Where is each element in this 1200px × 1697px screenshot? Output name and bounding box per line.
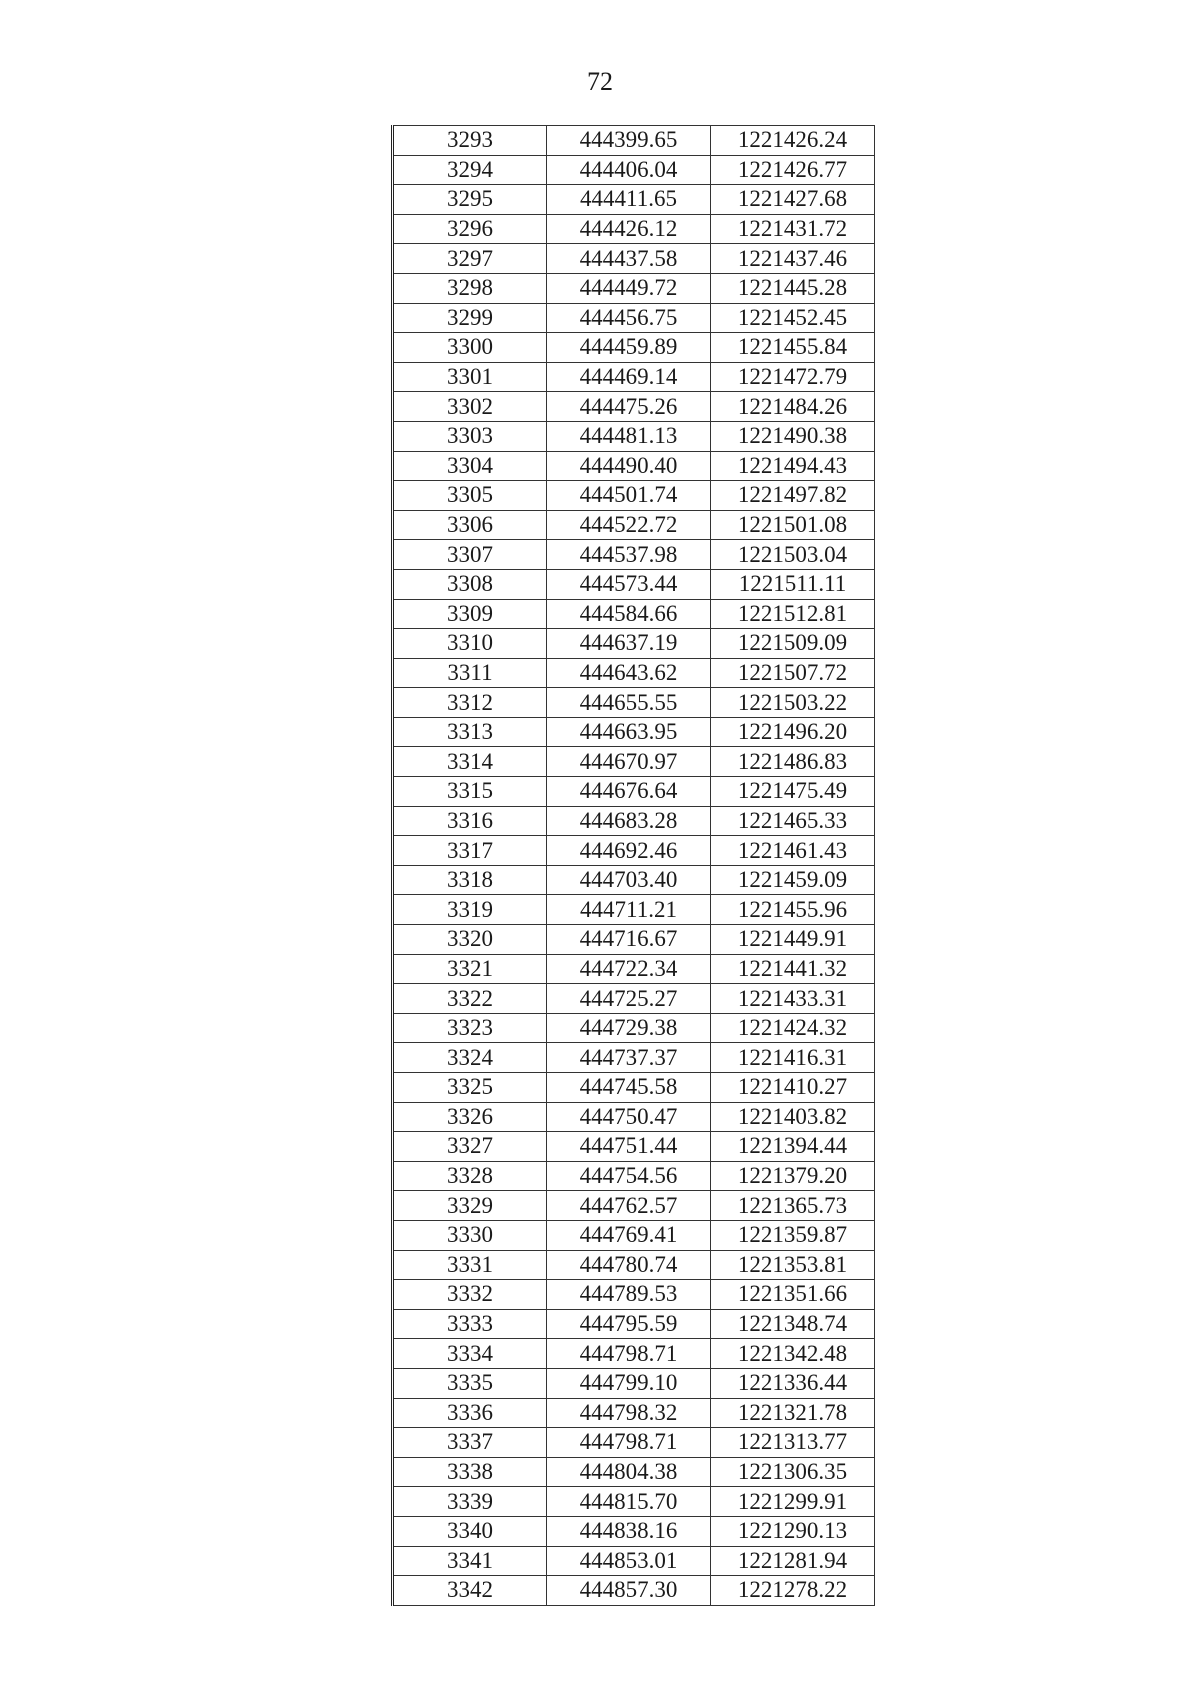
point-number-cell: 3308 (393, 569, 547, 599)
table-row (393, 126, 875, 156)
y-coordinate-cell: 1221475.49 (711, 777, 875, 807)
y-coordinate-cell: 1221342.48 (711, 1339, 875, 1369)
point-number-cell: 3333 (393, 1309, 547, 1339)
point-number-cell: 3295 (393, 185, 547, 215)
point-number-cell: 3327 (393, 1132, 547, 1162)
x-coordinate-cell: 444799.10 (547, 1368, 711, 1398)
table-body (393, 126, 875, 1606)
x-coordinate-cell: 444780.74 (547, 1250, 711, 1280)
table-row (393, 1013, 875, 1043)
point-number-cell: 3318 (393, 865, 547, 895)
x-coordinate-cell: 444537.98 (547, 540, 711, 570)
x-coordinate-cell: 444716.67 (547, 925, 711, 955)
x-coordinate-cell: 444411.65 (547, 185, 711, 215)
y-coordinate-cell: 1221507.72 (711, 658, 875, 688)
point-number-cell: 3293 (393, 126, 547, 156)
x-coordinate-cell: 444751.44 (547, 1132, 711, 1162)
point-number-cell: 3340 (393, 1516, 547, 1546)
table-row (393, 1043, 875, 1073)
point-number-cell: 3326 (393, 1102, 547, 1132)
table-row (393, 954, 875, 984)
x-coordinate-cell: 444798.71 (547, 1339, 711, 1369)
point-number-cell: 3335 (393, 1368, 547, 1398)
point-number-cell: 3309 (393, 599, 547, 629)
x-coordinate-cell: 444637.19 (547, 629, 711, 659)
x-coordinate-cell: 444670.97 (547, 747, 711, 777)
table-row (393, 1546, 875, 1576)
x-coordinate-cell: 444737.37 (547, 1043, 711, 1073)
y-coordinate-cell: 1221437.46 (711, 244, 875, 274)
y-coordinate-cell: 1221496.20 (711, 717, 875, 747)
x-coordinate-cell: 444481.13 (547, 421, 711, 451)
point-number-cell: 3342 (393, 1576, 547, 1606)
x-coordinate-cell: 444437.58 (547, 244, 711, 274)
y-coordinate-cell: 1221501.08 (711, 510, 875, 540)
table-row (393, 777, 875, 807)
x-coordinate-cell: 444754.56 (547, 1161, 711, 1191)
table-row (393, 806, 875, 836)
table-row (393, 510, 875, 540)
y-coordinate-cell: 1221494.43 (711, 451, 875, 481)
table-row (393, 1161, 875, 1191)
table-row (393, 1576, 875, 1606)
point-number-cell: 3337 (393, 1428, 547, 1458)
point-number-cell: 3298 (393, 273, 547, 303)
y-coordinate-cell: 1221503.04 (711, 540, 875, 570)
table-row (393, 1368, 875, 1398)
x-coordinate-cell: 444459.89 (547, 333, 711, 363)
x-coordinate-cell: 444692.46 (547, 836, 711, 866)
x-coordinate-cell: 444703.40 (547, 865, 711, 895)
point-number-cell: 3312 (393, 688, 547, 718)
point-number-cell: 3336 (393, 1398, 547, 1428)
x-coordinate-cell: 444725.27 (547, 984, 711, 1014)
y-coordinate-cell: 1221427.68 (711, 185, 875, 215)
table-row (393, 392, 875, 422)
table-row (393, 1309, 875, 1339)
table-row (393, 629, 875, 659)
y-coordinate-cell: 1221441.32 (711, 954, 875, 984)
x-coordinate-cell: 444663.95 (547, 717, 711, 747)
point-number-cell: 3314 (393, 747, 547, 777)
point-number-cell: 3323 (393, 1013, 547, 1043)
x-coordinate-cell: 444475.26 (547, 392, 711, 422)
table-row (393, 333, 875, 363)
x-coordinate-cell: 444750.47 (547, 1102, 711, 1132)
table-row (393, 984, 875, 1014)
y-coordinate-cell: 1221365.73 (711, 1191, 875, 1221)
point-number-cell: 3315 (393, 777, 547, 807)
x-coordinate-cell: 444745.58 (547, 1073, 711, 1103)
point-number-cell: 3322 (393, 984, 547, 1014)
point-number-cell: 3306 (393, 510, 547, 540)
page-number: 72 (587, 67, 613, 96)
x-coordinate-cell: 444798.32 (547, 1398, 711, 1428)
x-coordinate-cell: 444449.72 (547, 273, 711, 303)
y-coordinate-cell: 1221359.87 (711, 1220, 875, 1250)
table-row (393, 1428, 875, 1458)
y-coordinate-cell: 1221313.77 (711, 1428, 875, 1458)
y-coordinate-cell: 1221306.35 (711, 1457, 875, 1487)
table-row (393, 214, 875, 244)
x-coordinate-cell: 444804.38 (547, 1457, 711, 1487)
point-number-cell: 3341 (393, 1546, 547, 1576)
point-number-cell: 3330 (393, 1220, 547, 1250)
table-row (393, 1487, 875, 1517)
x-coordinate-cell: 444399.65 (547, 126, 711, 156)
y-coordinate-cell: 1221299.91 (711, 1487, 875, 1517)
x-coordinate-cell: 444815.70 (547, 1487, 711, 1517)
table-row (393, 1191, 875, 1221)
point-number-cell: 3319 (393, 895, 547, 925)
point-number-cell: 3338 (393, 1457, 547, 1487)
x-coordinate-cell: 444676.64 (547, 777, 711, 807)
y-coordinate-cell: 1221433.31 (711, 984, 875, 1014)
y-coordinate-cell: 1221465.33 (711, 806, 875, 836)
table-row (393, 925, 875, 955)
point-number-cell: 3334 (393, 1339, 547, 1369)
x-coordinate-cell: 444762.57 (547, 1191, 711, 1221)
y-coordinate-cell: 1221410.27 (711, 1073, 875, 1103)
point-number-cell: 3301 (393, 362, 547, 392)
point-number-cell: 3303 (393, 421, 547, 451)
x-coordinate-cell: 444857.30 (547, 1576, 711, 1606)
coordinates-table (391, 125, 875, 1606)
y-coordinate-cell: 1221416.31 (711, 1043, 875, 1073)
point-number-cell: 3325 (393, 1073, 547, 1103)
point-number-cell: 3311 (393, 658, 547, 688)
point-number-cell: 3320 (393, 925, 547, 955)
y-coordinate-cell: 1221459.09 (711, 865, 875, 895)
point-number-cell: 3304 (393, 451, 547, 481)
table-row (393, 1398, 875, 1428)
table-row (393, 421, 875, 451)
y-coordinate-cell: 1221461.43 (711, 836, 875, 866)
point-number-cell: 3316 (393, 806, 547, 836)
point-number-cell: 3321 (393, 954, 547, 984)
y-coordinate-cell: 1221449.91 (711, 925, 875, 955)
x-coordinate-cell: 444643.62 (547, 658, 711, 688)
table-row (393, 747, 875, 777)
table-row (393, 244, 875, 274)
y-coordinate-cell: 1221452.45 (711, 303, 875, 333)
x-coordinate-cell: 444722.34 (547, 954, 711, 984)
table-row (393, 569, 875, 599)
y-coordinate-cell: 1221290.13 (711, 1516, 875, 1546)
point-number-cell: 3310 (393, 629, 547, 659)
point-number-cell: 3296 (393, 214, 547, 244)
y-coordinate-cell: 1221403.82 (711, 1102, 875, 1132)
y-coordinate-cell: 1221336.44 (711, 1368, 875, 1398)
y-coordinate-cell: 1221431.72 (711, 214, 875, 244)
y-coordinate-cell: 1221497.82 (711, 481, 875, 511)
table-row (393, 599, 875, 629)
x-coordinate-cell: 444490.40 (547, 451, 711, 481)
table-row (393, 185, 875, 215)
table-row (393, 1220, 875, 1250)
table-row (393, 362, 875, 392)
point-number-cell: 3313 (393, 717, 547, 747)
x-coordinate-cell: 444729.38 (547, 1013, 711, 1043)
y-coordinate-cell: 1221455.84 (711, 333, 875, 363)
y-coordinate-cell: 1221348.74 (711, 1309, 875, 1339)
y-coordinate-cell: 1221511.11 (711, 569, 875, 599)
y-coordinate-cell: 1221353.81 (711, 1250, 875, 1280)
point-number-cell: 3305 (393, 481, 547, 511)
y-coordinate-cell: 1221512.81 (711, 599, 875, 629)
y-coordinate-cell: 1221503.22 (711, 688, 875, 718)
point-number-cell: 3307 (393, 540, 547, 570)
table-row (393, 451, 875, 481)
table-row (393, 155, 875, 185)
y-coordinate-cell: 1221426.77 (711, 155, 875, 185)
table-row (393, 303, 875, 333)
point-number-cell: 3328 (393, 1161, 547, 1191)
point-number-cell: 3300 (393, 333, 547, 363)
table-row (393, 1073, 875, 1103)
x-coordinate-cell: 444711.21 (547, 895, 711, 925)
x-coordinate-cell: 444456.75 (547, 303, 711, 333)
table-row (393, 540, 875, 570)
y-coordinate-cell: 1221424.32 (711, 1013, 875, 1043)
table-row (393, 658, 875, 688)
y-coordinate-cell: 1221281.94 (711, 1546, 875, 1576)
x-coordinate-cell: 444469.14 (547, 362, 711, 392)
y-coordinate-cell: 1221490.38 (711, 421, 875, 451)
y-coordinate-cell: 1221455.96 (711, 895, 875, 925)
point-number-cell: 3299 (393, 303, 547, 333)
table-row (393, 1250, 875, 1280)
table-row (393, 1339, 875, 1369)
table-row (393, 273, 875, 303)
table-row (393, 1102, 875, 1132)
x-coordinate-cell: 444789.53 (547, 1280, 711, 1310)
table-row (393, 865, 875, 895)
y-coordinate-cell: 1221426.24 (711, 126, 875, 156)
point-number-cell: 3317 (393, 836, 547, 866)
x-coordinate-cell: 444522.72 (547, 510, 711, 540)
y-coordinate-cell: 1221394.44 (711, 1132, 875, 1162)
y-coordinate-cell: 1221486.83 (711, 747, 875, 777)
y-coordinate-cell: 1221321.78 (711, 1398, 875, 1428)
point-number-cell: 3332 (393, 1280, 547, 1310)
table-row (393, 895, 875, 925)
point-number-cell: 3294 (393, 155, 547, 185)
y-coordinate-cell: 1221509.09 (711, 629, 875, 659)
table-row (393, 1280, 875, 1310)
x-coordinate-cell: 444769.41 (547, 1220, 711, 1250)
table-row (393, 1132, 875, 1162)
y-coordinate-cell: 1221351.66 (711, 1280, 875, 1310)
x-coordinate-cell: 444655.55 (547, 688, 711, 718)
x-coordinate-cell: 444853.01 (547, 1546, 711, 1576)
x-coordinate-cell: 444406.04 (547, 155, 711, 185)
y-coordinate-cell: 1221445.28 (711, 273, 875, 303)
point-number-cell: 3339 (393, 1487, 547, 1517)
x-coordinate-cell: 444838.16 (547, 1516, 711, 1546)
point-number-cell: 3302 (393, 392, 547, 422)
x-coordinate-cell: 444501.74 (547, 481, 711, 511)
y-coordinate-cell: 1221379.20 (711, 1161, 875, 1191)
y-coordinate-cell: 1221278.22 (711, 1576, 875, 1606)
y-coordinate-cell: 1221484.26 (711, 392, 875, 422)
x-coordinate-cell: 444573.44 (547, 569, 711, 599)
table-row (393, 688, 875, 718)
table-row (393, 836, 875, 866)
x-coordinate-cell: 444426.12 (547, 214, 711, 244)
x-coordinate-cell: 444798.71 (547, 1428, 711, 1458)
table-row (393, 481, 875, 511)
table-row (393, 1516, 875, 1546)
table-row (393, 717, 875, 747)
x-coordinate-cell: 444795.59 (547, 1309, 711, 1339)
x-coordinate-cell: 444683.28 (547, 806, 711, 836)
y-coordinate-cell: 1221472.79 (711, 362, 875, 392)
point-number-cell: 3324 (393, 1043, 547, 1073)
table-row (393, 1457, 875, 1487)
x-coordinate-cell: 444584.66 (547, 599, 711, 629)
point-number-cell: 3331 (393, 1250, 547, 1280)
point-number-cell: 3297 (393, 244, 547, 274)
point-number-cell: 3329 (393, 1191, 547, 1221)
